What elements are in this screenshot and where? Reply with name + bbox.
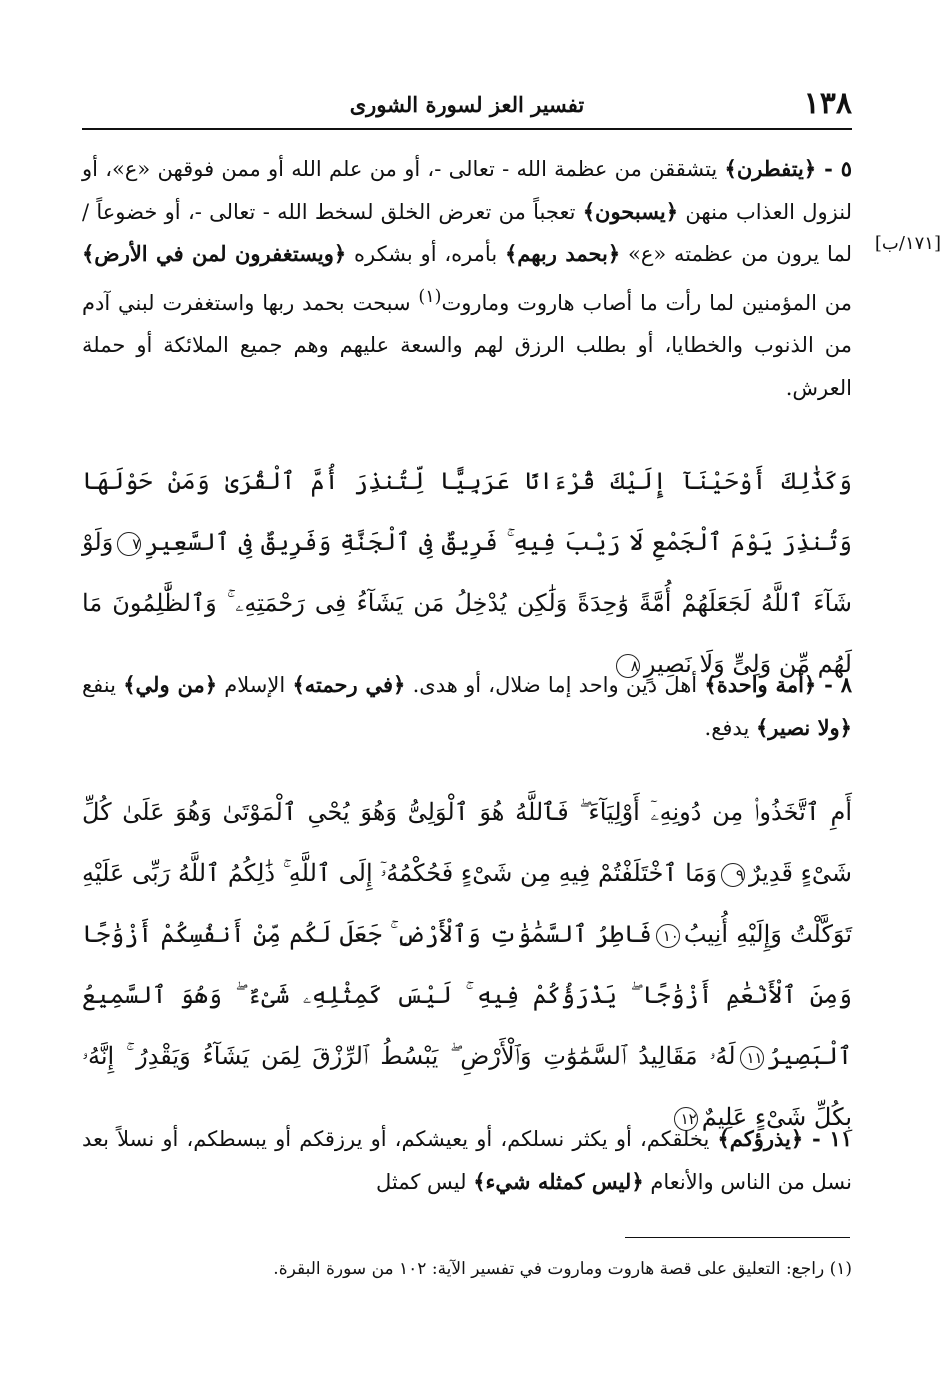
ayah-number-marker: ١٠ bbox=[656, 924, 680, 948]
ayah-number-marker: ٧ bbox=[117, 532, 141, 556]
footnote bbox=[82, 1256, 852, 1282]
quoted-term: ﴿يسبحون﴾ bbox=[582, 198, 679, 224]
footnote-text: راجع: التعليق على قصة هاروت وماروت في تفسير الآية: ١٠٢ من سورة البقرة. bbox=[273, 1259, 830, 1279]
quoted-term: ﴿في رحمته﴾ bbox=[292, 672, 406, 697]
commentary-number: ١١ - bbox=[803, 1126, 852, 1151]
quoted-term: ﴿يتفطرن﴾ bbox=[724, 156, 817, 181]
commentary-text: ينفع bbox=[82, 673, 124, 697]
commentary-text: يخلقكم، أو يكثر نسلكم، أو يعيشكم، أو يرزقكم أو يبسطكم، أو نسلاً بعد نسل من الناس والأنعام bbox=[82, 1127, 852, 1194]
commentary-text: يدفع. bbox=[704, 715, 756, 740]
verse-text: لَهُۥ مَقَالِيدُ ٱلسَّمَٰوَٰتِ وَٱلْأَرْضِ ۖ يَبْسُطُ ٱلرِّزْقَ لِمَن يَشَآءُ وَيَقْدِرُ ۚ إِنَّهُۥ بِكُلِّ شَىْءٍ عَلِيمٌ bbox=[82, 1042, 852, 1131]
commentary-text: سبحت بحمد ربها واستغفرت لبني آدم من الذنوب والخطايا، أو بطلب الرزق لهم والسعة عليهم وهم جميع الملائكة أو حملة العرش. bbox=[82, 290, 852, 400]
ayah-number-marker: ١١ bbox=[740, 1046, 764, 1070]
commentary-number: ٨ - bbox=[816, 672, 852, 697]
footnote-reference: (١) bbox=[418, 286, 442, 307]
commentary-text: ليس كمثل bbox=[375, 1169, 474, 1194]
quoted-term: ﴿ويستغفرون لمن في الأرض﴾ bbox=[82, 241, 347, 266]
quoted-term: ﴿أمة واحدة﴾ bbox=[704, 672, 817, 697]
commentary-text: بأمره، أو بشكره bbox=[346, 242, 505, 266]
page-header bbox=[82, 80, 852, 126]
verse-text: وَلَوْ شَآءَ ٱللَّهُ لَجَعَلَهُمْ أُمَّةً وَٰحِدَةً وَلَٰكِن يُدْخِلُ مَن يَشَآءُ فِى رَحْمَتِهِۦ ۚ وَٱلظَّٰلِمُونَ مَا لَهُم مِّن وَلِىٍّ وَلَا نَصِيرٍ bbox=[82, 528, 852, 678]
ayah-number-marker: ١٢ bbox=[674, 1107, 698, 1131]
quoted-term: ﴿ولا نصير﴾ bbox=[755, 714, 852, 740]
verse-text: وَكَذَٰلِكَ أَوْحَيْنَآ إِلَيْكَ قُرْءَانًا عَرَبِيًّا لِّتُنذِرَ أُمَّ ٱلْقُرَىٰ وَمَنْ حَوْلَهَا وَتُنذِرَ يَوْمَ ٱلْجَمْعِ لَا رَيْبَ فِيهِ ۚ فَرِيقٌ فِى ٱلْجَنَّةِ وَفَرِيقٌ فِى ٱلسَّعِيرِ bbox=[82, 467, 852, 556]
commentary-text: أهل دين واحد إما ضلال، أو هدى. bbox=[405, 673, 705, 697]
verse-text: أَمِ ٱتَّخَذُوا۟ مِن دُونِهِۦٓ أَوْلِيَآءَ ۖ فَٱللَّهُ هُوَ ٱلْوَلِىُّ وَهُوَ يُحْىِ ٱلْمَوْتَىٰ وَهُوَ عَلَىٰ كُلِّ شَىْءٍ قَدِيرٌ bbox=[82, 798, 852, 887]
commentary-verse-11 bbox=[82, 1118, 852, 1203]
header-rule bbox=[82, 128, 852, 130]
commentary-text: من المؤمنين لما رأت ما أصاب هاروت وماروت bbox=[441, 290, 852, 315]
commentary-number: ٥ - bbox=[816, 156, 852, 181]
verse-text: فَاطِرُ ٱلسَّمَٰوَٰتِ وَٱلْأَرْضِ ۚ جَعَلَ لَكُم مِّنْ أَنفُسِكُمْ أَزْوَٰجًا وَمِنَ ٱلْأَنْعَٰمِ أَزْوَٰجًا ۖ يَذْرَؤُكُمْ فِيهِ ۚ لَيْسَ كَمِثْلِهِۦ شَىْءٌ ۖ وَهُوَ ٱلسَّمِيعُ ٱلْبَصِيرُ bbox=[82, 920, 852, 1070]
commentary-verse-8 bbox=[82, 664, 852, 749]
quoted-term: ﴿ليس كمثله شيء﴾ bbox=[473, 1168, 644, 1194]
ayah-number-marker: ٩ bbox=[721, 863, 745, 887]
commentary-text: تعجباً من تعرض الخلق لسخط الله - تعالى -، أو خضوعاً / لما يرون من عظمته «ع» bbox=[82, 199, 852, 266]
running-title: تفسير العز لسورة الشورى bbox=[349, 92, 585, 117]
quoted-term: ﴿يذرؤكم﴾ bbox=[717, 1126, 804, 1151]
page-number: ١٣٨ bbox=[803, 86, 852, 121]
footnote-separator bbox=[625, 1237, 850, 1238]
quoted-term: ﴿بحمد ربهم﴾ bbox=[504, 241, 621, 266]
margin-manuscript-reference: [١٧١/ب] bbox=[874, 233, 941, 254]
commentary-text: الإسلام bbox=[217, 673, 293, 697]
commentary-verse-5 bbox=[82, 148, 852, 409]
quran-verses-7-8 bbox=[82, 451, 852, 695]
quoted-term: ﴿من ولي﴾ bbox=[123, 672, 218, 697]
ayah-number-marker: ٨ bbox=[616, 654, 640, 678]
footnote-number: (١) bbox=[829, 1259, 852, 1279]
verse-text: وَمَا ٱخْتَلَفْتُمْ فِيهِ مِن شَىْءٍ فَحُكْمُهُۥٓ إِلَى ٱللَّهِ ۚ ذَٰلِكُمُ ٱللَّهُ رَبِّى عَلَيْهِ تَوَكَّلْتُ وَإِلَيْهِ أُنِيبُ bbox=[82, 859, 852, 948]
commentary-text: يتشققن من عظمة الله - تعالى -، أو من علم الله أو ممن فوقهن «ع»، أو لنزول العذاب منهن bbox=[82, 157, 852, 224]
quran-verses-9-12 bbox=[82, 782, 852, 1148]
